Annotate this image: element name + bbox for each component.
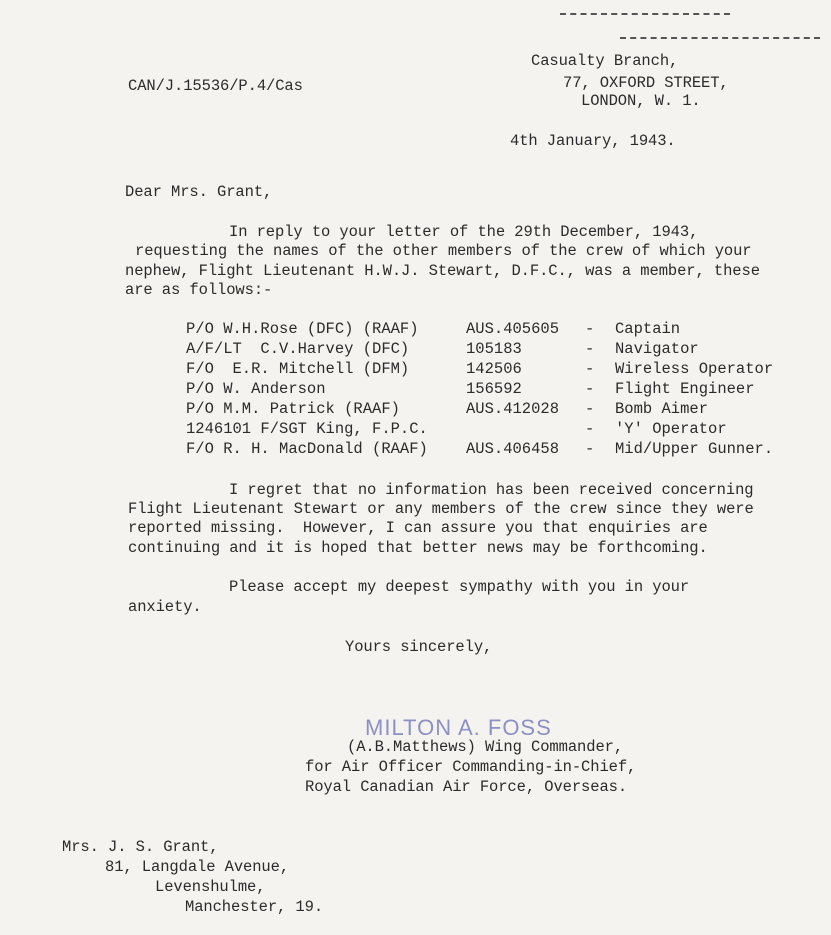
crew-name: P/O W.H.Rose (DFC) (RAAF) [186, 320, 419, 338]
crew-role: Wireless Operator [615, 360, 774, 378]
sender-line: Casualty Branch, [531, 52, 679, 70]
crew-row [0, 419, 831, 439]
signature-line: Royal Canadian Air Force, Overseas. [305, 778, 628, 796]
reference-number: CAN/J.15536/P.4/Cas [128, 77, 303, 95]
crew-role: Bomb Aimer [615, 400, 709, 418]
recipient-line: Levenshulme, [155, 878, 266, 896]
signature-line: (A.B.Matthews) Wing Commander, [347, 738, 624, 756]
sender-line: 77, OXFORD STREET, [563, 74, 729, 92]
paragraph-line: requesting the names of the other members of the crew of which your [135, 242, 752, 260]
top-margin-mark [560, 13, 730, 15]
crew-dash: - [585, 420, 595, 438]
crew-dash: - [585, 320, 595, 338]
crew-name: F/O R. H. MacDonald (RAAF) [186, 440, 428, 458]
letter-date: 4th January, 1943. [510, 132, 676, 150]
paragraph-line: continuing and it is hoped that better news may be forthcoming. [128, 539, 708, 557]
crew-role: Flight Engineer [615, 380, 755, 398]
signature-stamp: MILTON A. FOSS [365, 715, 552, 740]
crew-row [0, 339, 831, 359]
paragraph-line: I regret that no information has been received concerning [229, 481, 754, 499]
recipient-line: 81, Langdale Avenue, [105, 858, 290, 876]
recipient-line: Mrs. J. S. Grant, [62, 838, 219, 856]
crew-number: AUS.406458 [466, 440, 560, 458]
paragraph-line: reported missing. However, I can assure you that enquiries are [128, 519, 708, 537]
crew-dash: - [585, 400, 595, 418]
top-margin-mark [620, 37, 820, 39]
crew-name: A/F/LT C.V.Harvey (DFC) [186, 340, 410, 358]
paragraph-line: nephew, Flight Lieutenant H.W.J. Stewart, D.F.C., was a member, these [125, 262, 760, 280]
paragraph-line: Flight Lieutenant Stewart or any members of the crew since they were [128, 500, 754, 518]
closing: Yours sincerely, [345, 638, 493, 656]
crew-role: 'Y' Operator [615, 420, 727, 438]
salutation: Dear Mrs. Grant, [125, 183, 273, 201]
crew-name: P/O M.M. Patrick (RAAF) [186, 400, 400, 418]
crew-role: Navigator [615, 340, 699, 358]
crew-number: 156592 [466, 380, 522, 398]
sender-line: LONDON, W. 1. [581, 92, 701, 110]
signature-line: for Air Officer Commanding-in-Chief, [305, 758, 637, 776]
crew-row [0, 379, 831, 399]
crew-row [0, 319, 831, 339]
crew-number: AUS.405605 [466, 320, 560, 338]
crew-number: AUS.412028 [466, 400, 560, 418]
crew-dash: - [585, 440, 595, 458]
crew-number: 105183 [466, 340, 522, 358]
crew-row [0, 359, 831, 379]
paragraph-line: anxiety. [128, 598, 202, 616]
crew-dash: - [585, 340, 595, 358]
crew-dash: - [585, 380, 595, 398]
paragraph-line: are as follows:- [125, 281, 273, 299]
crew-row [0, 399, 831, 419]
crew-row [0, 439, 831, 459]
crew-name: F/O E.R. Mitchell (DFM) [186, 360, 410, 378]
recipient-line: Manchester, 19. [185, 898, 324, 916]
crew-role: Captain [615, 320, 681, 338]
paragraph-line: Please accept my deepest sympathy with you in your [229, 578, 690, 596]
crew-dash: - [585, 360, 595, 378]
paragraph-line: In reply to your letter of the 29th December, 1943, [229, 223, 699, 241]
crew-name: P/O W. Anderson [186, 380, 326, 398]
crew-role: Mid/Upper Gunner. [615, 440, 774, 458]
crew-number: 142506 [466, 360, 522, 378]
crew-name: 1246101 F/SGT King, F.P.C. [186, 420, 428, 438]
